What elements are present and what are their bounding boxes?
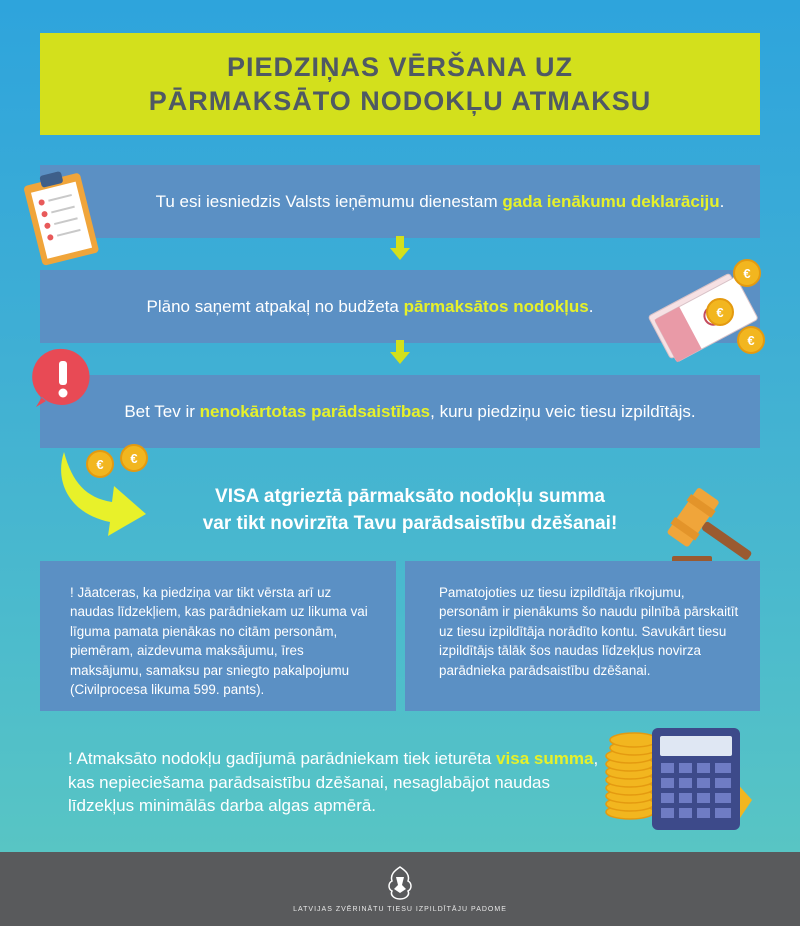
warning-icon — [32, 347, 94, 409]
step-debt — [40, 375, 760, 448]
coins-arrow-icon — [50, 442, 160, 542]
info-right: Pamatojoties uz tiesu izpildītāja rīkojumu, personām ir pienākums šo naudu pilnībā pārskaitīt uz tiesu izpildītāja norādīto kontu. Savukārt tiesu izpildītājs tālāk šos naudas līdzekļus novirza parādnieka parādsaistību dzēšanai. — [405, 561, 760, 711]
step-declaration — [40, 165, 760, 238]
coat-of-arms-logo — [386, 865, 414, 901]
key-message — [160, 483, 660, 537]
key-message-line-2: var tikt novirzīta Tavu parādsaistību dzēšanai! — [202, 513, 618, 534]
step-text-end: . — [588, 296, 594, 316]
step-text: Tu esi iesniedzis Valsts ieņēmumu dienestam — [155, 191, 503, 211]
down-arrow-icon — [390, 236, 410, 260]
step-highlight: nenokārtotas parādsaistības — [199, 401, 431, 421]
bottom-note-highlight: visa summa — [496, 749, 594, 768]
step-text: Plāno saņemt atpakaļ no budžeta — [146, 296, 404, 316]
banknotes-icon — [640, 256, 770, 366]
svg-text:€: € — [747, 333, 755, 348]
step-text-end: , kuru piedziņu veic tiesu izpildītājs. — [430, 401, 696, 421]
bottom-note-text: ! Atmaksāto nodokļu gadījumā parādniekam tiek ieturēta — [68, 749, 497, 768]
clipboard-icon — [22, 168, 102, 268]
info-left: ! Jāatceras, ka piedziņa var tikt vērsta arī uz naudas līdzekļiem, kas parādniekam uz likuma vai līguma pamata pienākas no citām personām, piemēram, aizdevuma maksājumu, īres maksājumu, samaksu par sniegto pakalpojumu (Civilprocesa likuma 599. pants). — [40, 561, 396, 711]
title-line-1: PIEDZIŅAS VĒRŠANA UZ — [226, 52, 574, 82]
footer — [0, 852, 800, 926]
bottom-note — [68, 747, 608, 818]
step-text: Bet Tev ir — [124, 401, 200, 421]
footer-org-name: LATVIJAS ZVĒRINĀTU TIESU IZPILDĪTĀJU PADOME — [293, 906, 507, 913]
svg-text:€: € — [130, 451, 138, 466]
svg-text:€: € — [716, 305, 724, 320]
down-arrow-icon — [390, 340, 410, 364]
svg-text:€: € — [96, 457, 104, 472]
key-message-line-1: VISA atgrieztā pārmaksāto nodokļu summa — [215, 486, 605, 507]
calculator-icon — [604, 720, 754, 835]
step-highlight: gada ienākumu deklarāciju — [502, 191, 720, 211]
svg-text:€: € — [743, 266, 751, 281]
title-line-2: PĀRMAKSĀTO NODOKĻU ATMAKSU — [148, 86, 652, 116]
title-banner — [40, 33, 760, 135]
step-text-end: . — [719, 191, 725, 211]
bottom-note-text-end: , kas nepieciešama parādsaistību dzēšanai, nesaglabājot naudas līdzekļus minimālās darba algas apmērā. — [68, 749, 599, 815]
step-highlight: pārmaksātos nodokļus — [403, 296, 589, 316]
